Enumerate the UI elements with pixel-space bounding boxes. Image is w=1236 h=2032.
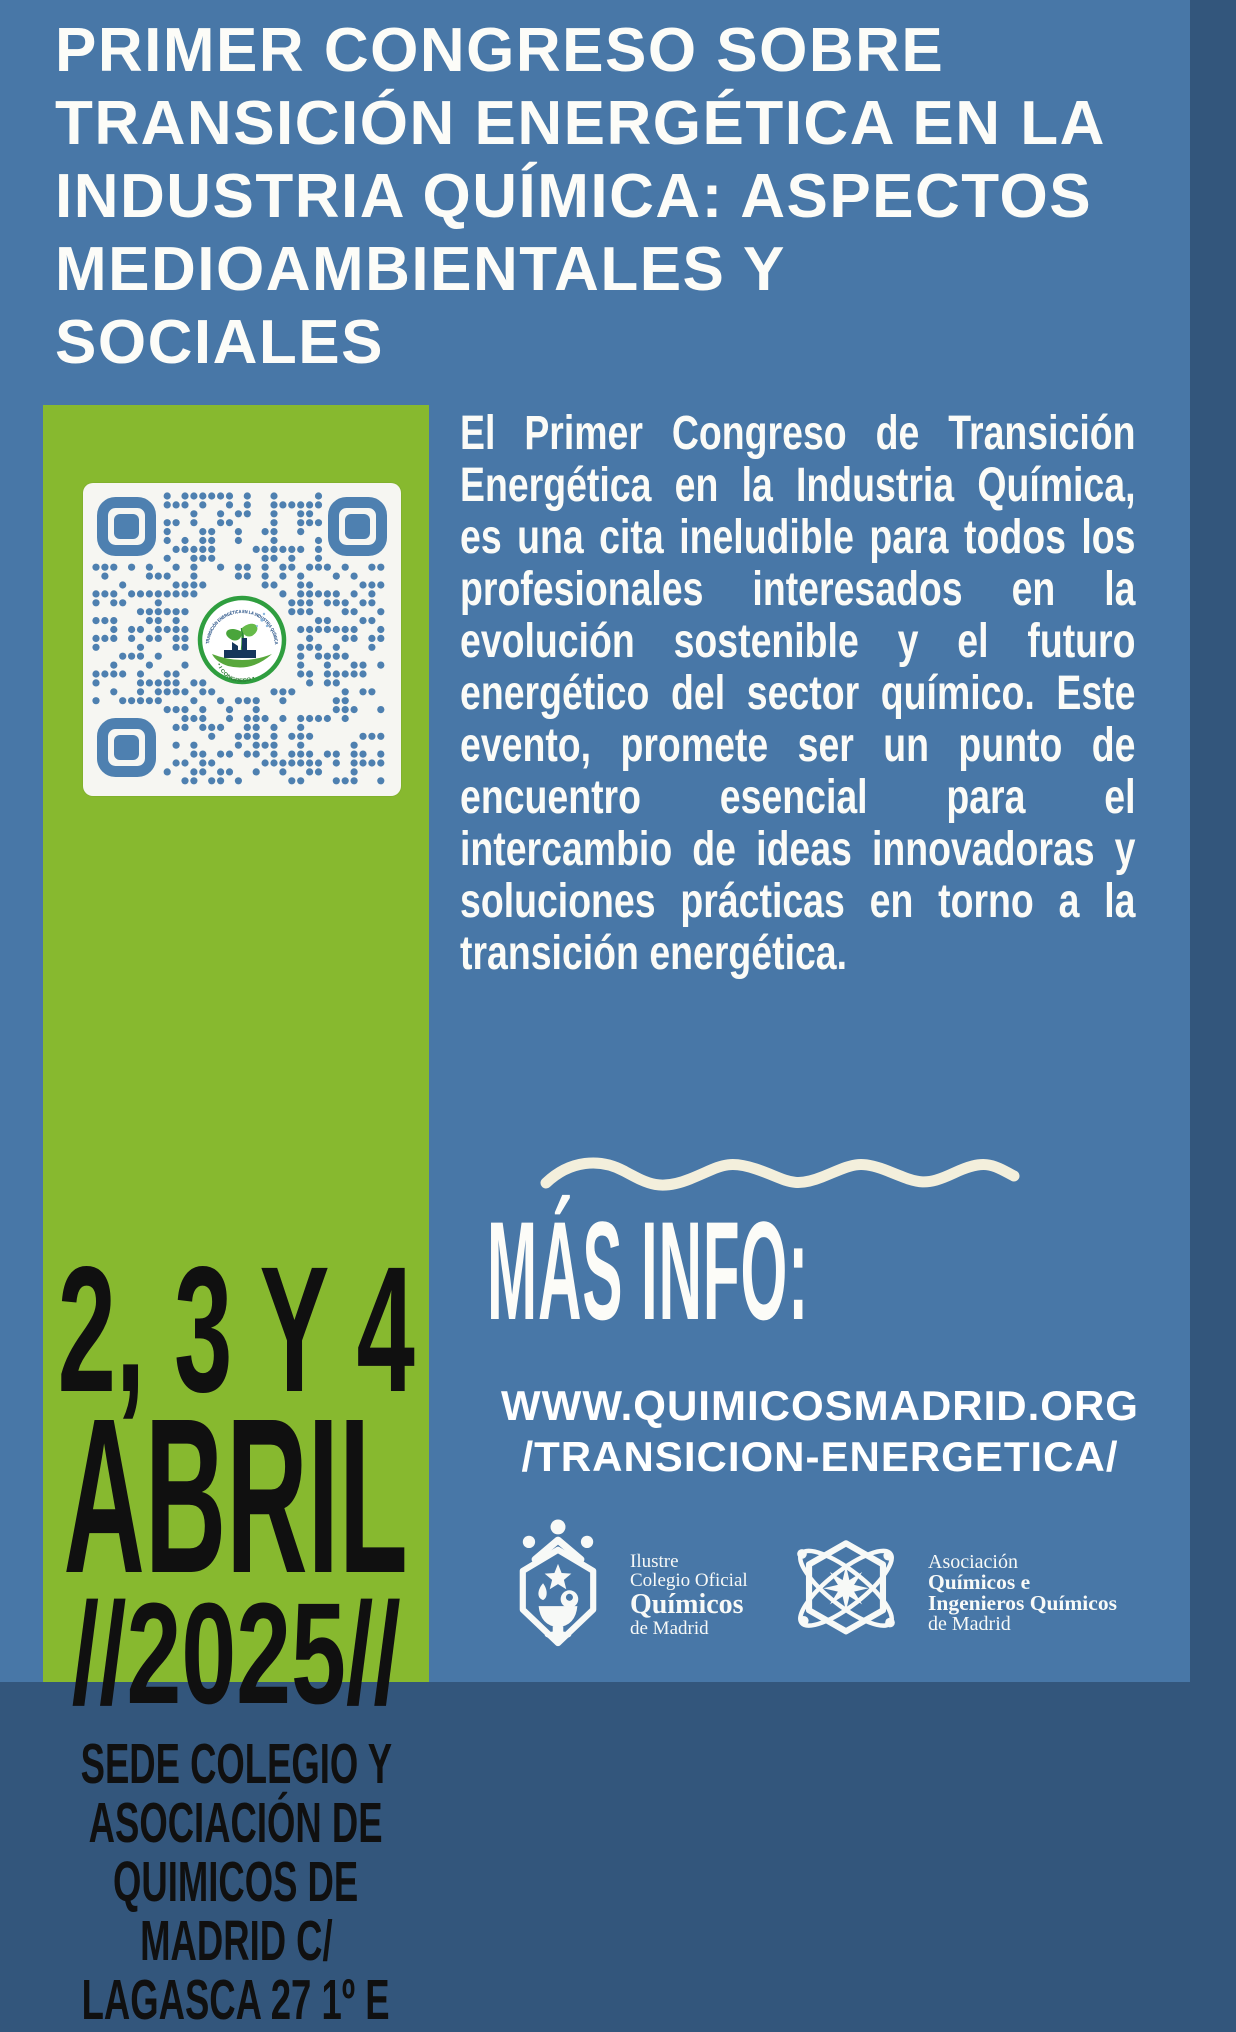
org-name-line: Asociación	[928, 1551, 1018, 1573]
more-info-heading: MÁS INFO:	[487, 1192, 810, 1349]
poster-title-line: SOCIALES	[55, 308, 384, 377]
colegio-quimicos-label	[630, 1552, 748, 1638]
org-name-line: Químicos e	[928, 1570, 1031, 1594]
star-icon	[545, 1564, 572, 1589]
org-name-line: Químicos	[630, 1589, 744, 1620]
poster-title-line: INDUSTRIA QUÍMICA: ASPECTOS	[55, 162, 1093, 231]
org-name-line: Ingenieros Químicos	[928, 1591, 1117, 1615]
venue-address-line: MADRID C/	[139, 1909, 333, 1973]
event-description: El Primer Congreso de Transición Energética en la Industria Química, es una cita ineludible para todos los profesionales interesados en la evolución sostenible y el futuro energético del sector químico. Este evento, promete ser un punto de encuentro esencial para el intercambio de ideas innovadoras y soluciones prácticas en torno a la transición energética.	[460, 407, 1136, 980]
congress-logo-ring-text: TRANSICIÓN ENERGÉTICA EN LA INDUSTRIA QUÍMICA	[205, 608, 280, 646]
org-name-line: Ilustre	[630, 1551, 679, 1572]
org-name-line: Colegio Oficial	[630, 1570, 748, 1591]
venue-address-line: LAGASCA 27 1º E	[82, 1968, 390, 2032]
asociacion-quimicos-logo-icon	[784, 1524, 908, 1656]
qr-code-graphic	[83, 483, 401, 796]
org-name-line: de Madrid	[928, 1613, 1011, 1635]
poster-title	[55, 14, 1155, 379]
website-url-line2: /TRANSICION-ENERGETICA/	[521, 1433, 1119, 1480]
qr-code	[83, 483, 401, 796]
venue-address-line: ASOCIACIÓN DE	[89, 1791, 383, 1855]
asociacion-quimicos-label	[928, 1552, 1117, 1634]
event-dates: 2, 3 Y 4	[57, 1229, 415, 1429]
event-year: //2025//	[71, 1573, 401, 1734]
website-url	[460, 1380, 1180, 1482]
poster-title-line: TRANSICIÓN ENERGÉTICA EN LA	[55, 89, 1106, 158]
website-url-line1: WWW.QUIMICOSMADRID.ORG	[501, 1382, 1139, 1429]
venue-address	[43, 1732, 429, 2032]
event-month: ABRIL	[63, 1372, 409, 1619]
congress-logo	[190, 588, 294, 692]
venue-address-line: QUIMICOS DE	[113, 1850, 359, 1914]
event-info-panel	[43, 405, 429, 2032]
org-name-line: de Madrid	[630, 1618, 709, 1639]
colegio-quimicos-logo-icon	[514, 1518, 602, 1652]
poster-title-line: MEDIOAMBIENTALES Y	[55, 235, 786, 304]
starburst-icon	[823, 1565, 869, 1611]
venue-address-line: SEDE COLEGIO Y	[80, 1732, 392, 1796]
poster-title-line: PRIMER CONGRESO SOBRE	[55, 16, 945, 85]
congress-logo-ring-text-bottom: • I CONGRESO •	[215, 662, 256, 685]
